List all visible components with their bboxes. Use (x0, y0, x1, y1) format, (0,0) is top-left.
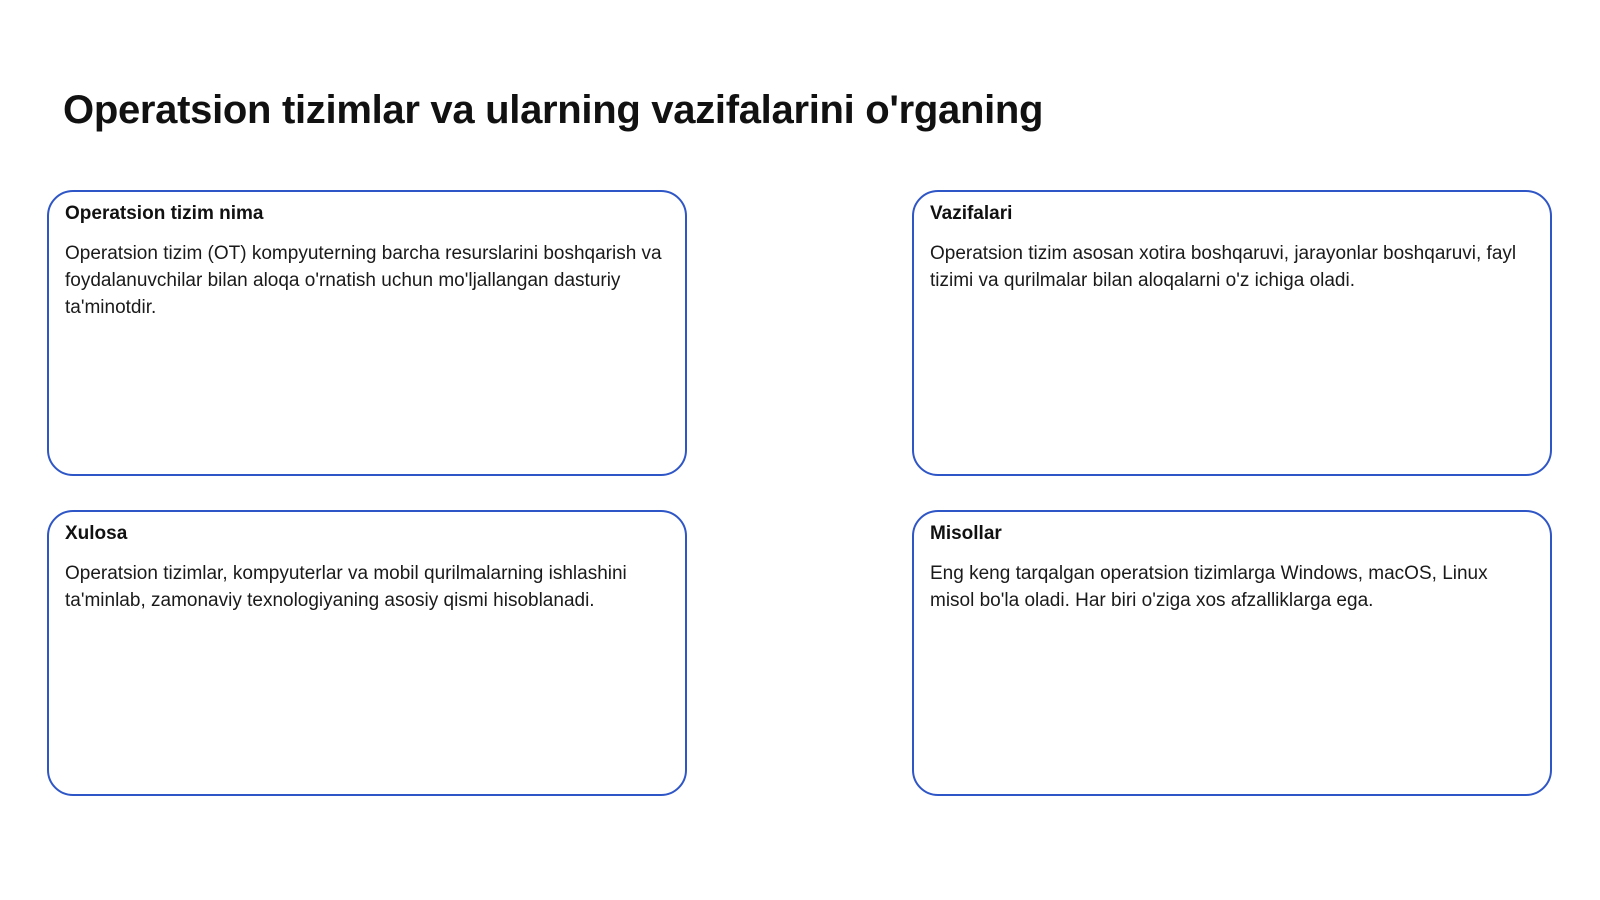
card-title: Misollar (930, 523, 1002, 544)
card-title: Operatsion tizim nima (65, 203, 264, 224)
card-body: Operatsion tizim asosan xotira boshqaruvi, jarayonlar boshqaruvi, fayl tizimi va qurilmalar bilan aloqalarni o'z ichiga oladi. (930, 243, 1517, 291)
card-title: Vazifalari (930, 203, 1013, 224)
card-body: Eng keng tarqalgan operatsion tizimlarga Windows, macOS, Linux misol bo'la oladi. Har biri o'ziga xos afzalliklarga ega. (930, 563, 1488, 611)
page-title: Operatsion tizimlar va ularning vazifalarini o'rganing (63, 88, 1044, 132)
card-body: Operatsion tizimlar, kompyuterlar va mobil qurilmalarning ishlashini ta'minlab, zamonaviy texnologiyaning asosiy qismi hisoblanadi. (65, 563, 627, 611)
card-title: Xulosa (65, 523, 128, 544)
card-conclusion (47, 510, 687, 796)
card-what-is-os (47, 190, 687, 476)
card-examples (912, 510, 1552, 796)
card-functions (912, 190, 1552, 476)
card-body: Operatsion tizim (OT) kompyuterning barcha resurslarini boshqarish va foydalanuvchilar bilan aloqa o'rnatish uchun mo'ljallangan dasturiy ta'minotdir. (65, 243, 662, 318)
